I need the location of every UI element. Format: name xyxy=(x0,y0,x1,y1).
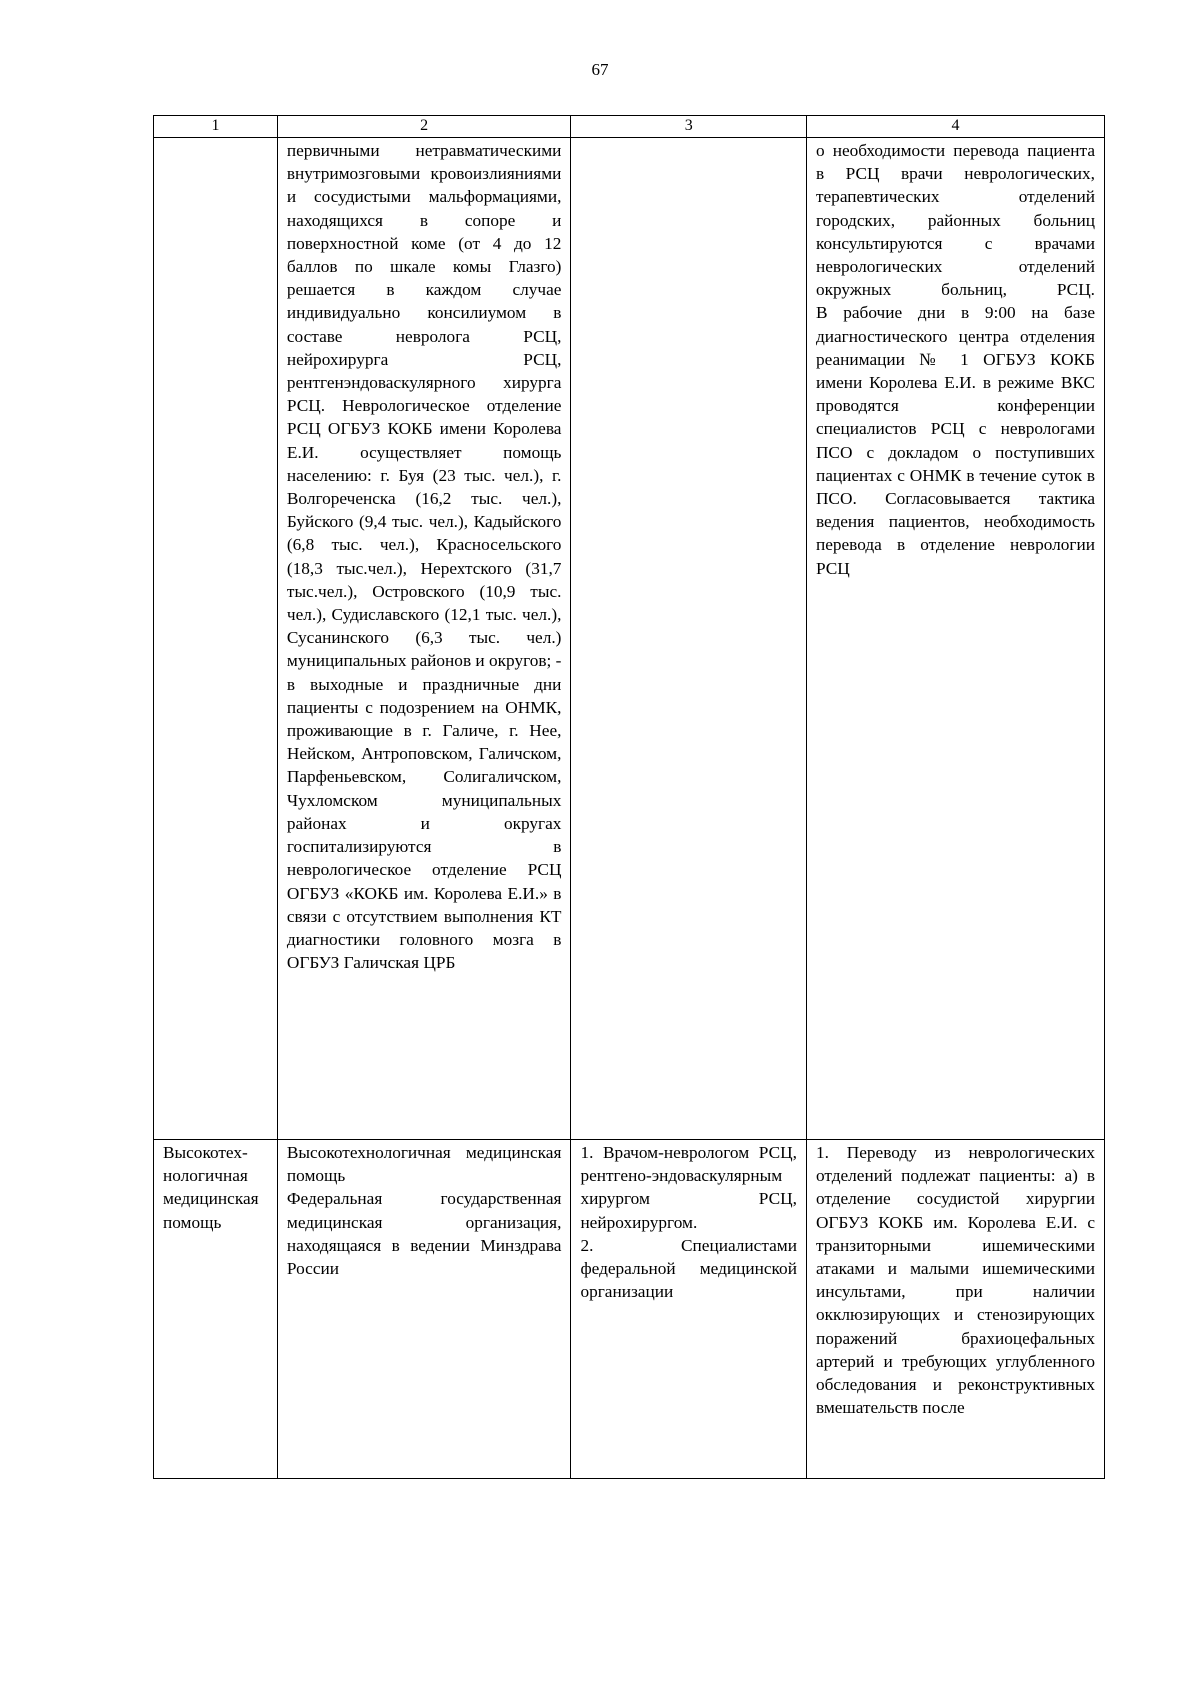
table-row xyxy=(154,138,1105,1140)
specialists-item-2: 2. Специалистами федеральной медицинской организации xyxy=(580,1235,797,1302)
cell-care-description xyxy=(277,1140,571,1479)
page-number: 67 xyxy=(591,60,609,79)
routing-table xyxy=(153,115,1105,1479)
cell-transfer-procedure xyxy=(806,138,1104,1140)
column-header-3: 3 xyxy=(571,116,807,138)
cell-responsible xyxy=(571,138,807,1140)
conference-paragraph: В рабочие дни в 9:00 на базе диагностического центра отделения реанимации № 1 ОГБУЗ КОКБ имени Королева Е.И. в режиме ВКС проводятся конференции специалистов РСЦ с неврологами ПСО с докладом о поступивших пациентах с ОНМК в течение суток в ПСО. Согласовывается тактика ведения пациентов, необходимость перевода в отделение неврологии РСЦ xyxy=(815,303,1095,578)
column-header-1: 1 xyxy=(154,116,278,138)
column-header-2: 2 xyxy=(277,116,571,138)
specialists-item-1: 1. Врачом-неврологом РСЦ, рентгено-эндоваскулярным хирургом РСЦ, нейрохирургом. xyxy=(580,1143,797,1232)
cell-transfer-criteria: 1. Переводу из неврологических отделений подлежат пациенты: а) в отделение сосудистой хирургии ОГБУЗ КОКБ им. Королева Е.И. с транзиторными ишемическими атаками и малыми ишемическими инсультами, при наличии окклюзирующих и стенозирующих поражений брахиоцефальных артерий и требующих углубленного обследования и реконструктивных вмешательств после xyxy=(806,1140,1104,1479)
organization-paragraph: Федеральная государственная медицинская организация, находящаяся в ведении Минздрава России xyxy=(286,1189,562,1279)
cell-level xyxy=(154,138,278,1140)
cell-routing-description: первичными нетравматическими внутримозговыми кровоизлияниями и сосудистыми мальформациями, находящихся в сопоре и поверхностной коме (от 4 до 12 баллов по шкале комы Глазго) решается в каждом случае индивидуально консилиумом в составе невролога РСЦ, нейрохирурга РСЦ, рентгенэндоваскулярного хирурга РСЦ. Неврологическое отделение РСЦ ОГБУЗ КОКБ имени Королева Е.И. осуществляет помощь населению: г. Буя (23 тыс. чел.), г. Волгореченска (16,2 тыс. чел.), Буйского (9,4 тыс. чел.), Кадыйского (6,8 тыс. чел.), Красносельского (18,3 тыс.чел.), Нерехтского (31,7 тыс.чел.), Островского (10,9 тыс. чел.), Судиславского (12,1 тыс. чел.), Сусанинского (6,3 тыс. чел.) муниципальных районов и округов; - в выходные и праздничные дни пациенты с подозрением на ОНМК, проживающие в г. Галиче, г. Нее, Нейском, Антроповском, Галичском, Парфеньевском, Солигаличском, Чухломском муниципальных районах и округах госпитализируются в неврологическое отделение РСЦ ОГБУЗ «КОКБ им. Королева Е.И.» в связи с отсутствием выполнения КТ диагностики головного мозга в ОГБУЗ Галичская ЦРБ xyxy=(277,138,571,1140)
care-type-paragraph: Высокотехнологичная медицинская помощь xyxy=(286,1143,562,1186)
transfer-paragraph: о необходимости перевода пациента в РСЦ врачи неврологических, терапевтических отделений городских, районных больниц консультируются с врачами неврологических отделений окружных больниц, РСЦ. xyxy=(815,141,1095,300)
table-header-row xyxy=(154,116,1105,138)
cell-responsible-specialists xyxy=(571,1140,807,1479)
cell-care-level: Высокотех-нологичная медицинская помощь xyxy=(154,1140,278,1479)
table-row xyxy=(154,1140,1105,1479)
column-header-4: 4 xyxy=(806,116,1104,138)
